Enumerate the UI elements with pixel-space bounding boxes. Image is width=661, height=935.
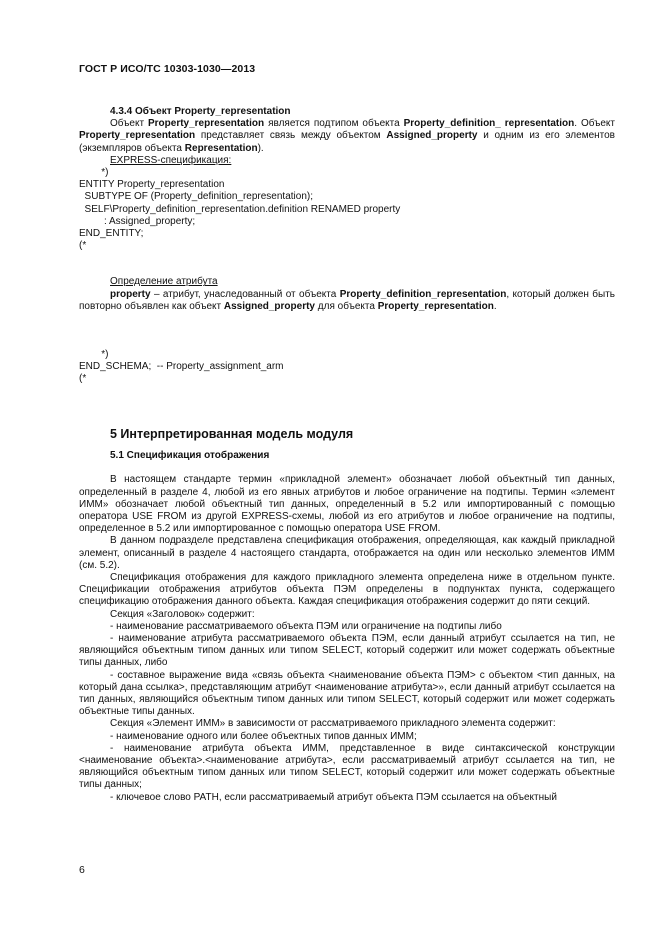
text-run: Representation — [184, 142, 258, 154]
text-run: Assigned_property — [386, 130, 478, 142]
express-spec-label: EXPRESS-спецификация: — [110, 154, 232, 166]
code-line: ENTITY Property_representation — [79, 179, 225, 191]
text-run: property — [110, 288, 151, 300]
attribute-definition-label: Определение атрибута — [110, 276, 218, 288]
text-run: – атрибут, унаследованный от объекта — [150, 288, 340, 300]
paragraph: - наименование одного или более объектных типов данных ИММ; — [110, 730, 417, 742]
code-line: (* — [79, 373, 87, 385]
text-run: Property_representation — [377, 300, 494, 312]
section-5 — [79, 428, 615, 804]
end-schema-code — [79, 349, 615, 386]
section-4-3-4 — [79, 106, 615, 386]
chapter-title: 5 Интерпретированная модель модуля — [110, 427, 354, 441]
paragraph: Секция «Заголовок» содержит: — [110, 608, 255, 620]
paragraph: - наименование атрибута рассматриваемого объекта ПЭМ, если данный атрибут ссылается на тип, не являющийся объектным типом данных или типом SELECT, который содержит или может содержать объектные типы данных, либо — [79, 633, 615, 669]
text-run: . Объект — [574, 118, 615, 130]
code-line: END_ENTITY; — [79, 228, 144, 240]
paragraph: - составное выражение вида «связь объекта <наименование объекта ПЭМ> с объектом <тип данных, на который дана ссылка>, представляющим атрибут <наименование атрибута>», если данный атрибут ссылается на тип данных, являющийся объектным типом данных или типом SELECT, который содержит или может содержать объектные типы данных. — [79, 669, 615, 718]
subsection-title: 5.1 Спецификация отображения — [110, 450, 270, 462]
text-run: Property_representation — [79, 130, 196, 142]
text-run: Property_representation — [147, 118, 265, 130]
paragraph: В настоящем стандарте термин «прикладной элемент» обозначает любой объектный тип данных, определенный в разделе 4, любой из его явных атрибутов и любое ограничение на подтипы. Термин «элемент ИММ» обозначает любой объектный тип данных, определенный в 5.2 или импортированный с помощью оператора USE FROM из другой EXPRESS-схемы, любой из его атрибутов и любое ограничение на подтипы, определенное в 5.2 или импортированное с помощью оператора USE FROM. — [79, 474, 615, 535]
express-code — [79, 167, 615, 252]
text-run: является подтипом объекта — [264, 118, 404, 130]
attribute-definition — [79, 289, 615, 313]
text-run: Property_definition_representation — [339, 288, 507, 300]
section-title: 4.3.4 Объект Property_representation — [110, 106, 291, 117]
code-line: *) — [79, 349, 109, 361]
code-line: SELF\Property_definition_representation.definition RENAMED property — [79, 203, 401, 215]
paragraph: Спецификация отображения для каждого прикладного элемента определена ниже в отдельном пункте. Спецификации отображения атрибутов объекта ПЭМ определены в подпунктах пункта, содержащего спецификацию отображения данного объекта. Каждая спецификация отображения содержит до пяти секций. — [79, 572, 615, 608]
text-run: Property_definition_ representation — [403, 118, 575, 130]
text-run: Объект — [110, 118, 148, 130]
paragraph: - наименование рассматриваемого объекта ПЭМ или ограничение на подтипы либо — [110, 620, 502, 632]
paragraph: - ключевое слово PATH, если рассматриваемый атрибут объекта ПЭМ ссылается на объектный — [110, 791, 557, 803]
paragraph: В данном подразделе представлена спецификация отображения, определяющая, как каждый прикладной элемент, описанный в разделе 4 настоящего стандарта, отображается на один или несколько элементов ИММ (см. 5.2). — [79, 535, 615, 571]
text-run: представляет связь между объектом — [195, 130, 387, 142]
code-line: END_SCHEMA; -- Property_assignment_arm — [79, 361, 284, 373]
code-line: *) — [79, 167, 109, 179]
paragraph: Секция «Элемент ИММ» в зависимости от рассматриваемого прикладного элемента содержит: — [110, 718, 556, 730]
text-run: для объекта — [315, 300, 378, 312]
code-line: : Assigned_property; — [79, 215, 196, 227]
text-run: ). — [257, 142, 264, 154]
document-header: ГОСТ Р ИСО/ТС 10303-1030—2013 — [79, 63, 256, 75]
page-number: 6 — [79, 864, 85, 876]
body-text — [79, 474, 615, 803]
text-run: Assigned_property — [223, 300, 315, 312]
paragraph: - наименование атрибута объекта ИММ, представленное в виде синтаксической конструкции <наименование объекта>.<наименование атрибута>, если рассматриваемый атрибут ссылается на тип, не являющийся объектным типом данных или типом SELECT, который содержит или может содержать объектные типы данных; — [79, 742, 615, 791]
text-run: . — [493, 300, 497, 312]
text-run: и одним из его элементов (экземпляров объекта — [79, 130, 615, 154]
code-line: (* — [79, 240, 87, 252]
entity-description — [79, 118, 615, 155]
text-run: , который должен быть повторно объявлен как объект — [79, 288, 615, 312]
code-line: SUBTYPE OF (Property_definition_representation); — [79, 191, 313, 203]
